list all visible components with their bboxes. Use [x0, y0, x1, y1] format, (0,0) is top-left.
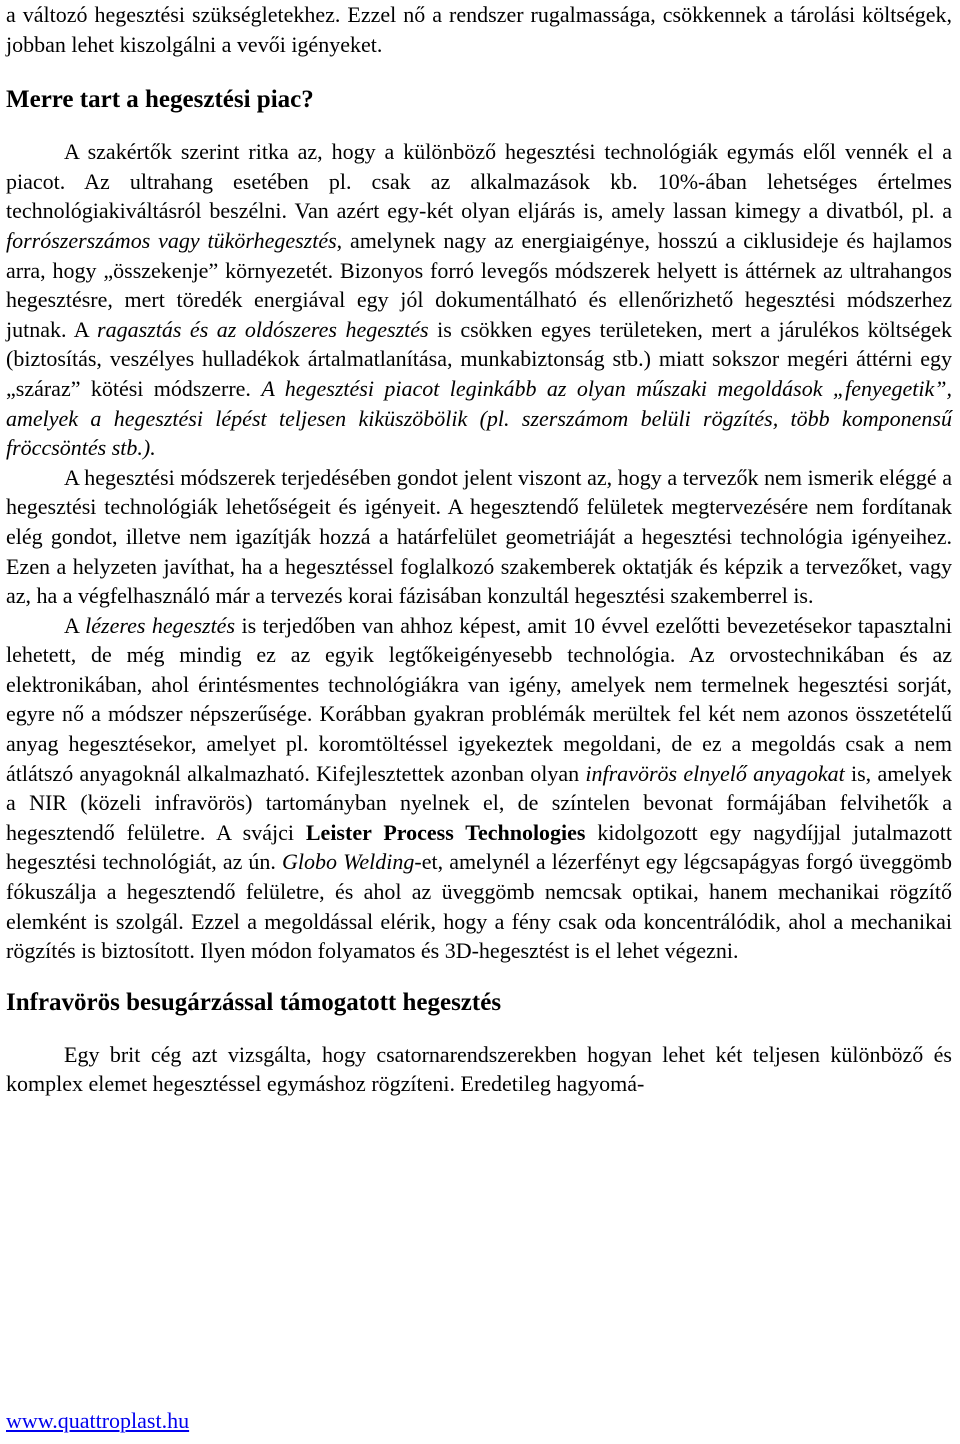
italic-term: ragasztás és az oldószeres hegesztés: [97, 316, 429, 342]
paragraph-market-outlook: [6, 137, 952, 463]
text-run: kidolgozott egy nagydíjjal jutalmazott hegesztési technológiát, az ún.: [6, 819, 952, 875]
paragraph-designers: A hegesztési módszerek terjedésében gondot jelent viszont az, hogy a tervezők nem ismerik eléggé a hegesztési technológiák lehetőségeit és igényeit. A hegesztendő felületek megtervezésére nem fordítanak elég gondot, illetve nem igazítják hozzá a határfelület geometriáját a hegesztési technológia igényeihez. Ezen a helyzeten javíthat, ha a hegesztéssel foglalkozó szakemberek oktatják és képzik a tervezőket, vagy az, ha a végfelhasználó már a tervezés korai fázisában konzultál hegesztési szakemberrel is.: [6, 464, 952, 609]
italic-term: Globo Welding: [282, 849, 415, 875]
paragraph-laser-welding: [6, 611, 952, 966]
text-run: A szakértők szerint ritka az, hogy a különböző hegesztési technológiák egymás elől vennék el a piacot. Az ultrahang esetében pl. csak az alkalmazások kb. 10%-ában lehetséges értelmes technológiakiváltásról beszélni. Van azért egy-két olyan eljárás is, amely lassan kimegy a divatból, pl. a: [6, 139, 952, 224]
paragraph-british-company: Egy brit cég azt vizsgálta, hogy csatornarendszerekben hogyan lehet két teljesen különböző és komplex elemet hegesztéssel egymáshoz rögzíteni. Eredetileg hagyomá-: [6, 1041, 952, 1097]
text-run: is terjedőben van ahhoz képest, amit 10 évvel ezelőtti bevezetésekor tapasztalni lehetett, de még mindig ez az egyik legtőkeigényesebb technológia. Az orvostechnikában és az elektronikában, ahol érintésmentes technológiákra van igény, amelyek nem termelnek hegesztési sorját, egyre nő a módszer népszerűsége. Korábban gyakran problémák merültek fel két nem azonos összetételű anyag hegesztésekor, amelyet pl. koromtöltéssel igyekeztek megoldani, de ez a megoldás csak a nem átlátszó anyagoknál alkalmazható. Kifejlesztettek azonban olyan: [6, 612, 952, 786]
text-run: is, amelyek a NIR (közeli infravörös) tartományban nyelnek el, de színtelen bevonat formájában felvihetők a hegesztendő felületre. A svájci: [6, 760, 952, 845]
section-heading-welding-market: Merre tart a hegesztési piac?: [6, 86, 314, 114]
footer-website-link[interactable]: www.quattroplast.hu: [6, 1408, 190, 1433]
text-run: -et, amelynél a lézerfényt egy légcsapágyas forgó üveggömb fókuszálja a hegesztendő felületre, és ahol az üveggömb nemcsak optikai, hanem mechanikai rögzítő elemként is szolgál. Ezzel a megoldással elérik, hogy a fény csak oda koncentrálódik, ahol a mechanikai rögzítés is biztosított. Ilyen módon folyamatos és 3D-hegesztést is el lehet végezni.: [6, 849, 953, 964]
italic-term: forrószerszámos vagy tükörhegesztés: [6, 227, 337, 253]
section-heading-infrared-welding: Infravörös besugárzással támogatott hegesztés: [6, 988, 502, 1016]
bold-company-name: Leister Process Technologies: [305, 819, 586, 845]
text-run: A: [64, 612, 86, 638]
text-run: is csökken egyes területeken, mert a járulékos költségek (biztosítás, veszélyes hulladékok ártalmatlanítása, munkabiztonság stb.) miatt sokszor megéri áttérni egy „száraz” kötési módszerre.: [6, 316, 952, 401]
text-run: , amelynek nagy az energiaigénye, hosszú a ciklusideje és hajlamos arra, hogy „összekenje” környezetét. Bizonyos forró levegős módszerek helyett is áttérnek az ultrahangos hegesztésre, mert töredék energiával egy jól dokumentálható és ellenőrizhető hegesztési módszerhez jutnak. A: [6, 227, 953, 342]
italic-sentence: A hegesztési piacot leginkább az olyan műszaki megoldások „fenyegetik”, amelyek a hegesztési lépést teljesen kiküszöbölik (pl. szerszámom belüli rögzítés, több komponensű fröccsöntés stb.).: [6, 375, 952, 461]
intro-paragraph: a változó hegesztési szükségletekhez. Ezzel nő a rendszer rugalmassága, csökkennek a tárolási költségek, jobban lehet kiszolgálni a vevői igényeket.: [6, 2, 952, 57]
italic-term: lézeres hegesztés: [85, 612, 236, 638]
italic-term: infravörös elnyelő anyagokat: [585, 760, 845, 786]
